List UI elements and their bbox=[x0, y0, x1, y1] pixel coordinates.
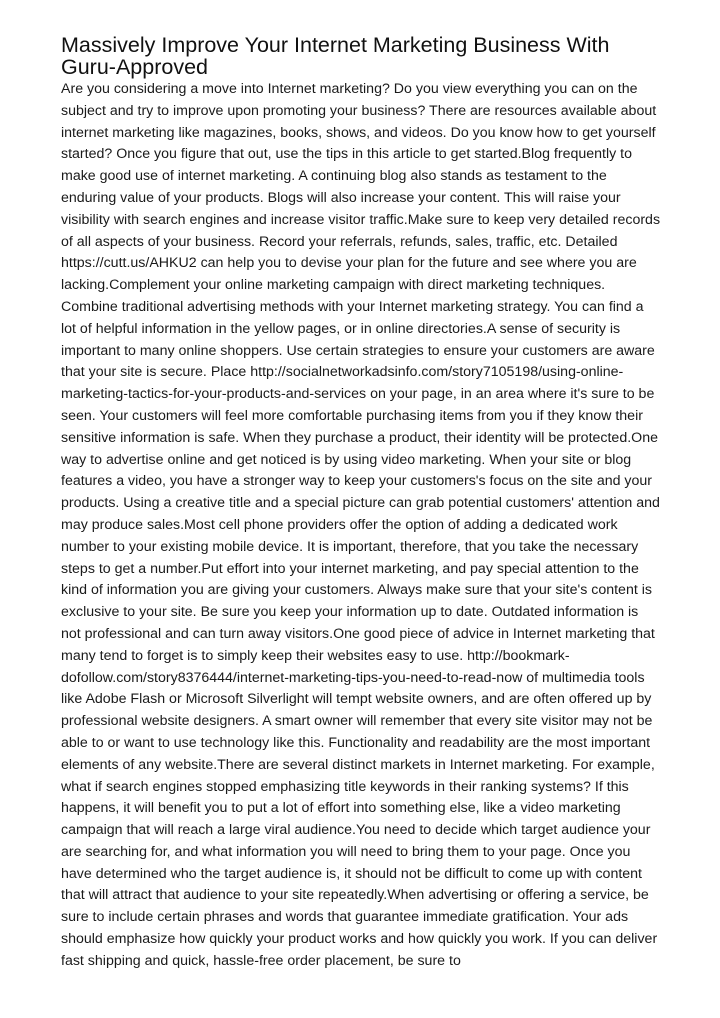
document-title: Massively Improve Your Internet Marketing Business With Guru-Approved bbox=[61, 34, 610, 79]
document-body: Are you considering a move into Internet marketing? Do you view everything you can on the subject and try to improve upon promoting your business? There are resources available about internet marketing like magazines, books, shows, and videos. Do you know how to get yourself started? Once you figure that out, use the tips in this article to get started.Blog frequently to make good use of internet marketing. A continuing blog also stands as testament to the enduring value of your products. Blogs will also increase your content. This will raise your visibility with search engines and increase visitor traffic.Make sure to keep very detailed records of all aspects of your business. Record your referrals, refunds, sales, traffic, etc. Detailed https://cutt.us/AHKU2 can help you to devise your plan for the future and see where you are lacking.Complement your online marketing campaign with direct marketing techniques. Combine traditional advertising methods with your Internet marketing strategy. You can find a lot of helpful information in the yellow pages, or in online directories.A sense of security is important to many online shoppers. Use certain strategies to ensure your customers are aware that your site is secure. Place http://socialnetworkadsinfo.com/story7105198/using-online-marketing-tactics-for-your-products-and-services on your page, in an area where it's sure to be seen. Your customers will feel more comfortable purchasing items from you if they know their sensitive information is safe. When they purchase a product, their identity will be protected.One way to advertise online and get noticed is by using video marketing. When your site or blog features a video, you have a stronger way to keep your customers's focus on the site and your products. Using a creative title and a special picture can grab potential customers' attention and may produce sales.Most cell phone providers offer the option of adding a dedicated work number to your existing mobile device. It is important, therefore, that you take the necessary steps to get a number.Put effort into your internet marketing, and pay special attention to the kind of information you are giving your customers. Always make sure that your site's content is exclusive to your site. Be sure you keep your information up to date. Outdated information is not professional and can turn away visitors.One good piece of advice in Internet marketing that many tend to forget is to simply keep their websites easy to use. http://bookmark-dofollow.com/story8376444/internet-marketing-tips-you-need-to-read-now of multimedia tools like Adobe Flash or Microsoft Silverlight will tempt website owners, and are often offered up by professional website designers. A smart owner will remember that every site visitor may not be able to or want to use technology like this. Functionality and readability are the most important elements of any website.There are several distinct markets in Internet marketing. For example, what if search engines stopped emphasizing title keywords in their ranking systems? If this happens, it will benefit you to put a lot of effort into something else, like a video marketing campaign that will reach a large viral audience.You need to decide which target audience your are searching for, and what information you will need to bring them to your page. Once you have determined who the target audience is, it should not be difficult to come up with content that will attract that audience to your site repeatedly.When advertising or offering a service, be sure to include certain phrases and words that guarantee immediate gratification. Your ads should emphasize how quickly your product works and how quickly you work. If you can deliver fast shipping and quick, hassle-free order placement, be sure to bbox=[61, 81, 661, 969]
document-page bbox=[61, 34, 661, 1018]
